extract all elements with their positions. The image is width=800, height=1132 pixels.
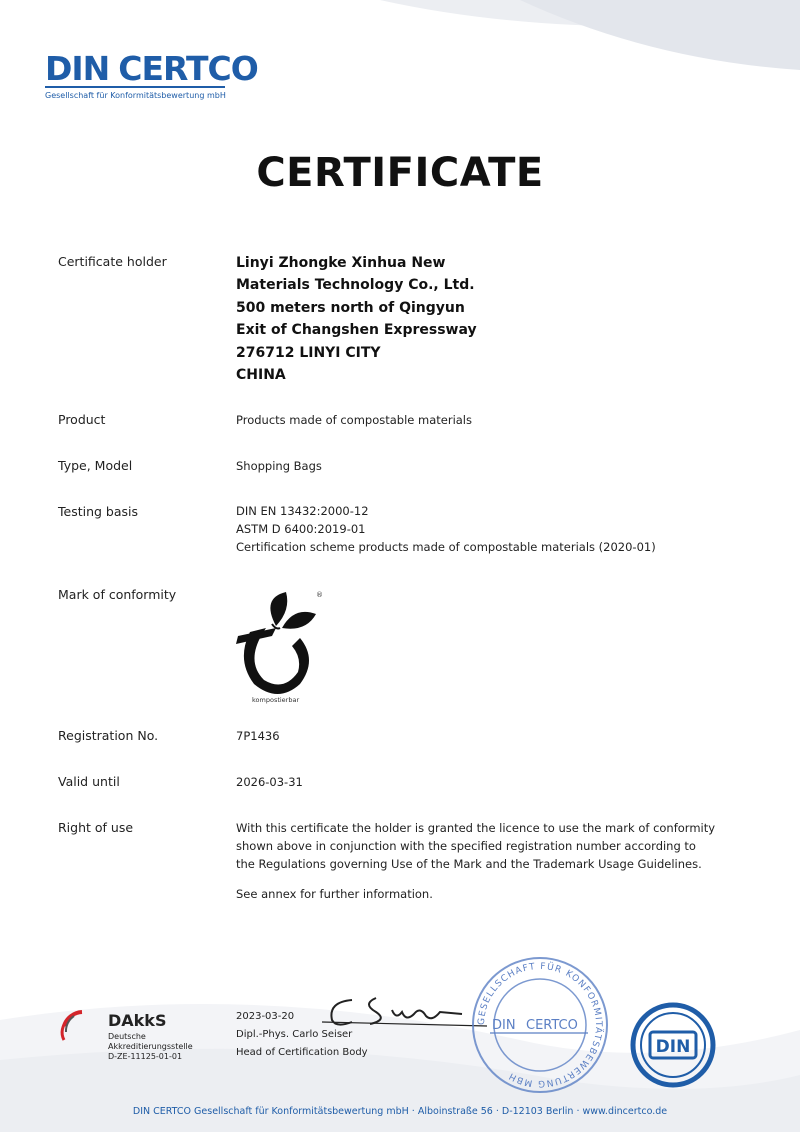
registered-mark: ® [316, 591, 323, 599]
signatory-role: Head of Certification Body [236, 1047, 368, 1058]
testing-basis-values [236, 502, 656, 556]
dakks-line: Akkreditierungsstelle [108, 1042, 193, 1051]
testing-standard: DIN EN 13432:2000-12 [236, 504, 369, 518]
valid-until-label: Valid until [58, 774, 120, 789]
din-logo-text: DIN [655, 1037, 691, 1057]
compostable-seedling-icon [236, 588, 326, 698]
holder-line: 276712 LINYI CITY [236, 344, 381, 361]
right-of-use-line: the Regulations governing Use of the Mark and the Trademark Usage Guidelines. [236, 857, 702, 871]
dakks-details [108, 1032, 193, 1062]
valid-until-value: 2026-03-31 [236, 775, 303, 789]
holder-line: Exit of Changshen Expressway [236, 322, 477, 339]
signatory-name: Dipl.-Phys. Carlo Seiser [236, 1029, 353, 1040]
registration-label: Registration No. [58, 728, 159, 743]
holder-address [236, 252, 477, 386]
logo-din-text: DIN [45, 49, 110, 88]
footer-address: DIN CERTCO Gesellschaft für Konformitätsbewertung mbH · Alboinstraße 56 · D-12103 Berlin · www.dincertco.de [132, 1106, 668, 1117]
right-of-use-text [236, 819, 776, 903]
testing-basis-label: Testing basis [58, 504, 139, 519]
certificate-title: CERTIFICATE [256, 150, 544, 196]
testing-standard: Certification scheme products made of compostable materials (2020-01) [236, 540, 656, 554]
dakks-line: D-ZE-11125-01-01 [108, 1052, 183, 1061]
signature-date: 2023-03-20 [236, 1011, 295, 1022]
dakks-line: Deutsche [108, 1032, 146, 1041]
din-round-logo [628, 1000, 718, 1090]
holder-line: CHINA [236, 367, 286, 384]
holder-label: Certificate holder [58, 254, 167, 269]
logo-certco-text: CERTCO [118, 49, 258, 88]
type-model-value: Shopping Bags [236, 459, 322, 473]
right-of-use-line: With this certificate the holder is granted the licence to use the mark of conformity [236, 821, 716, 835]
registration-value: 7P1436 [236, 729, 280, 743]
holder-line: Materials Technology Co., Ltd. [236, 277, 475, 294]
holder-line: Linyi Zhongke Xinhua New [236, 255, 446, 271]
kompostierbar-label: kompostierbar [252, 696, 300, 704]
mark-label: Mark of conformity [58, 587, 177, 602]
right-of-use-line: shown above in conjunction with the specified registration number according to [236, 839, 696, 853]
testing-standard: ASTM D 6400:2019-01 [236, 522, 366, 536]
annex-note: See annex for further information. [236, 887, 433, 901]
seal-ring-text: GESELLSCHAFT FÜR KONFORMITÄTSBEWERTUNG MBH [476, 961, 604, 1089]
dakks-emblem-icon [58, 1008, 106, 1056]
product-value: Products made of compostable materials [236, 413, 472, 427]
din-certco-logo [45, 49, 258, 100]
signature-block [236, 1006, 368, 1063]
dakks-name: DAkkS [108, 1011, 167, 1030]
right-of-use-label: Right of use [58, 820, 134, 835]
certification-seal [470, 955, 610, 1095]
type-model-label: Type, Model [58, 458, 133, 473]
product-label: Product [58, 412, 106, 427]
seal-certco-text: CERTCO [526, 1018, 578, 1033]
seal-din-text: DIN [492, 1018, 516, 1033]
holder-line: 500 meters north of Qingyun [236, 299, 465, 316]
logo-subtitle: Gesellschaft für Konformitätsbewertung mbH [45, 91, 226, 100]
